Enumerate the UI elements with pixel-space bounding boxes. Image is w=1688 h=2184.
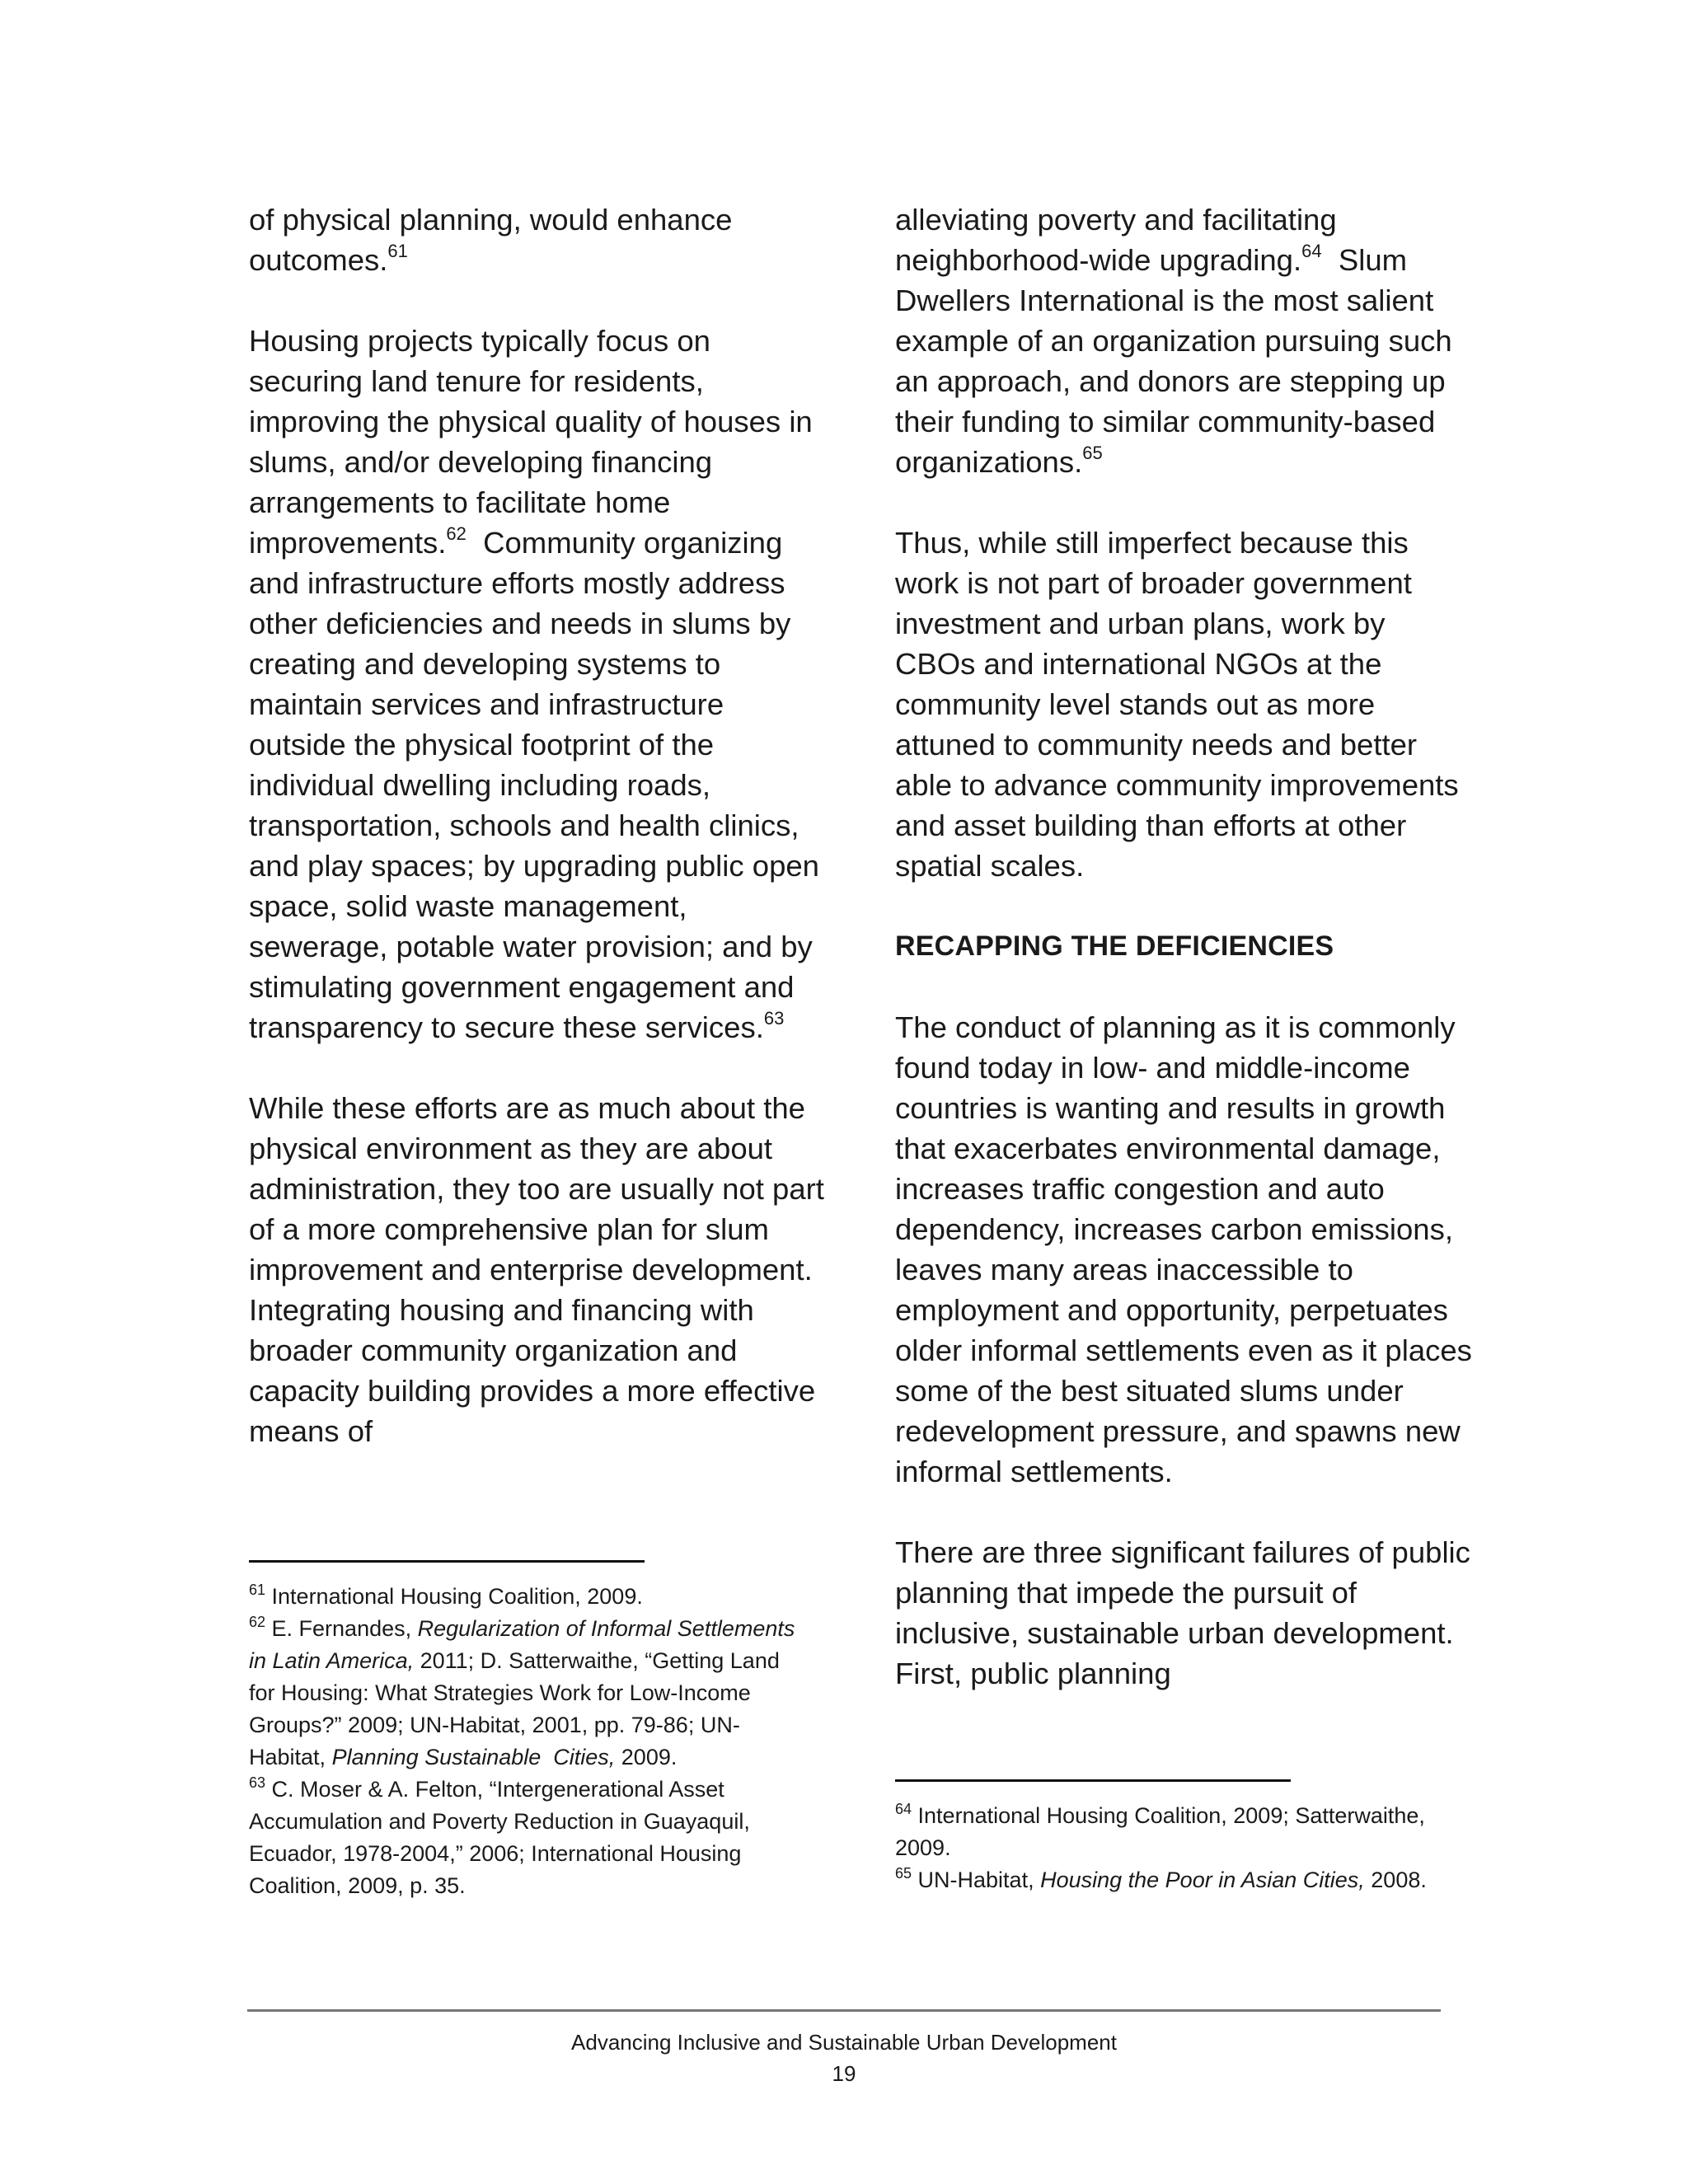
footer-title: Advancing Inclusive and Sustainable Urban Development (571, 2030, 1117, 2055)
footnote-ref[interactable]: 65 (1082, 443, 1103, 463)
footer-divider (247, 2009, 1441, 2012)
footnote-63 (249, 1774, 801, 1902)
right-column (895, 199, 1472, 1734)
paragraph-text: Housing projects typically focus on securing land tenure for residents, improving the physical quality of houses in slums, and/or developing financing arrangements to facilitate home improvements. (249, 324, 813, 560)
footnote-text: 2009. (615, 1745, 678, 1769)
footnote-ref[interactable]: 61 (387, 241, 408, 261)
footnote-ref[interactable]: 62 (446, 523, 467, 544)
paragraph (249, 1088, 826, 1451)
footnotes-left (249, 1560, 801, 1902)
footnote-divider (895, 1779, 1291, 1782)
paragraph (249, 199, 826, 280)
paragraph-text: Thus, while still imperfect because this work is not part of broader government investment and urban plans, work by CBOs and international NGOs at the community level stands out as more attuned to community needs and better able to advance community improvements and asset building than efforts at other spatial scales. (895, 526, 1459, 883)
footnote-title: Housing the Poor in Asian Cities, (1040, 1868, 1365, 1892)
footnote-text: UN-Habitat, (912, 1868, 1041, 1892)
footnote-ref[interactable]: 63 (763, 1008, 785, 1029)
page-footer (247, 2009, 1441, 2089)
paragraph (895, 199, 1472, 482)
footnote-61 (249, 1581, 801, 1613)
paragraph-text: While these efforts are as much about the physical environment as they are about administration, they too are usually not part of a more comprehensive plan for slum improvement and enterprise development. Integrating housing and financing with broader community organization and capacity building provides a more effective means of (249, 1091, 824, 1448)
footnote-text: International Housing Coalition, 2009. (265, 1584, 643, 1609)
footnote-text: C. Moser & A. Felton, “Intergenerational Asset Accumulation and Poverty Reduction in Guayaquil, Ecuador, 1978-2004,” 2006; International Housing Coalition, 2009, p. 35. (249, 1777, 750, 1898)
page-number: 19 (832, 2061, 856, 2086)
footnote-number: 61 (249, 1582, 266, 1598)
footnote-number: 62 (249, 1614, 266, 1630)
footnote-title: Regularization of Informal Settlements in Latin America, (249, 1616, 795, 1673)
footnote-text: 2011; D. Satterwaithe, “Getting Land for Housing: What Strategies Work for Low-Income Groups?” 2009; UN-Habitat, 2001, pp. 79-86; UN-Habitat, (249, 1648, 780, 1769)
paragraph-text: of physical planning, would enhance outcomes. (249, 203, 733, 277)
footnote-62 (249, 1613, 801, 1774)
paragraph-text: The conduct of planning as it is commonly found today in low- and middle-income countries is wanting and results in growth that exacerbates environmental damage, increases traffic congestion and auto dependency, increases carbon emissions, leaves many areas inaccessible to employment and opportunity, perpetuates older informal settlements even as it places some of the best situated slums under redevelopment pressure, and spawns new informal settlements. (895, 1010, 1472, 1488)
footnote-number: 63 (249, 1774, 266, 1791)
footnote-ref[interactable]: 64 (1301, 241, 1322, 261)
paragraph-text: Slum Dwellers International is the most salient example of an organization pursuing such an approach, and donors are stepping up their funding to similar community-based organizations. (895, 243, 1452, 479)
paragraph-text: Community organizing and infrastructure efforts mostly address other deficiencies and needs in slums by creating and developing systems to maintain services and infrastructure outside the physical footprint of the individual dwelling including roads, transportation, schools and health clinics, and play spaces; by upgrading public open space, solid waste management, sewerage, potable water provision; and by stimulating government engagement and transparency to secure these services. (249, 526, 819, 1044)
footnote-64 (895, 1800, 1447, 1864)
paragraph (895, 523, 1472, 886)
paragraph-text: alleviating poverty and facilitating neighborhood-wide upgrading. (895, 203, 1337, 277)
footnote-65 (895, 1864, 1447, 1896)
footnote-text: E. Fernandes, (265, 1616, 418, 1641)
footnote-number: 64 (895, 1801, 912, 1817)
paragraph (895, 1532, 1472, 1694)
section-heading: RECAPPING THE DEFICIENCIES (895, 930, 1334, 962)
left-column (249, 199, 826, 1492)
footnote-text: International Housing Coalition, 2009; Satterwaithe, 2009. (895, 1803, 1425, 1860)
paragraph (249, 321, 826, 1047)
paragraph (895, 1007, 1472, 1492)
footnote-text: 2008. (1364, 1868, 1427, 1892)
footnote-divider (249, 1560, 645, 1563)
footnotes-right (895, 1779, 1447, 1896)
footnote-title: Planning Sustainable Cities, (331, 1745, 616, 1769)
footnote-number: 65 (895, 1865, 912, 1882)
paragraph-text: There are three significant failures of public planning that impede the pursuit of inclusive, sustainable urban development. First, public planning (895, 1535, 1470, 1690)
